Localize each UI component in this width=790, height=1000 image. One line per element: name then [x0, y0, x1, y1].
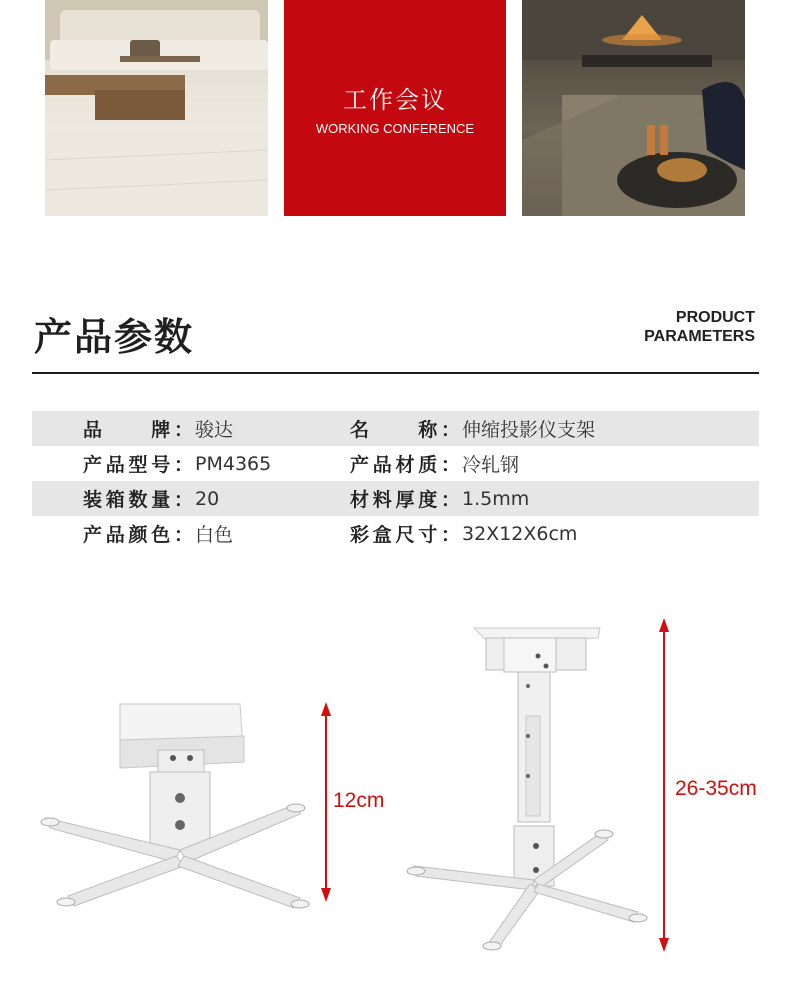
param-value: 冷轧钢 — [462, 454, 520, 476]
param-value: 1.5mm — [462, 487, 530, 510]
section-title-en — [644, 308, 755, 346]
param-value: 白色 — [195, 524, 234, 546]
param-row — [32, 446, 759, 481]
conference-banner — [284, 0, 506, 216]
tall-bracket-image — [408, 626, 658, 956]
param-label: 产品型号： — [83, 454, 193, 476]
param-value: 骏达 — [195, 419, 234, 441]
section-title: 产品参数 — [34, 315, 195, 359]
tall-height-label: 26-35cm — [675, 777, 757, 800]
param-value: 20 — [195, 487, 220, 510]
short-height-label: 12cm — [333, 789, 385, 812]
param-value: 伸缩投影仪支架 — [462, 419, 596, 441]
param-label: 装箱数量： — [83, 489, 193, 511]
conference-title-cn: 工作会议 — [343, 86, 447, 114]
param-label: 名 称： — [350, 419, 460, 441]
section-title-en-line1: PRODUCT — [675, 309, 755, 326]
param-row — [32, 481, 759, 516]
short-height-arrow — [318, 702, 334, 902]
section-title-en-line2: PARAMETERS — [644, 328, 755, 345]
short-bracket-image — [38, 700, 308, 915]
parameters-table — [32, 411, 759, 551]
param-label: 彩盒尺寸： — [350, 524, 460, 546]
param-row — [32, 411, 759, 446]
home-theater-illustration — [522, 0, 745, 216]
param-value: PM4365 — [195, 452, 272, 475]
home-theater-photo — [522, 0, 745, 216]
living-room-photo — [45, 0, 268, 216]
param-label: 品 牌： — [83, 419, 193, 441]
tall-height-arrow — [656, 618, 672, 952]
title-divider — [32, 372, 759, 374]
param-label: 产品颜色： — [83, 524, 193, 546]
param-label: 产品材质： — [350, 454, 460, 476]
param-value: 32X12X6cm — [462, 522, 578, 545]
conference-title-en: WORKING CONFERENCE — [315, 121, 475, 136]
living-room-illustration — [45, 0, 268, 216]
param-label: 材料厚度： — [350, 489, 460, 511]
param-row — [32, 516, 759, 551]
